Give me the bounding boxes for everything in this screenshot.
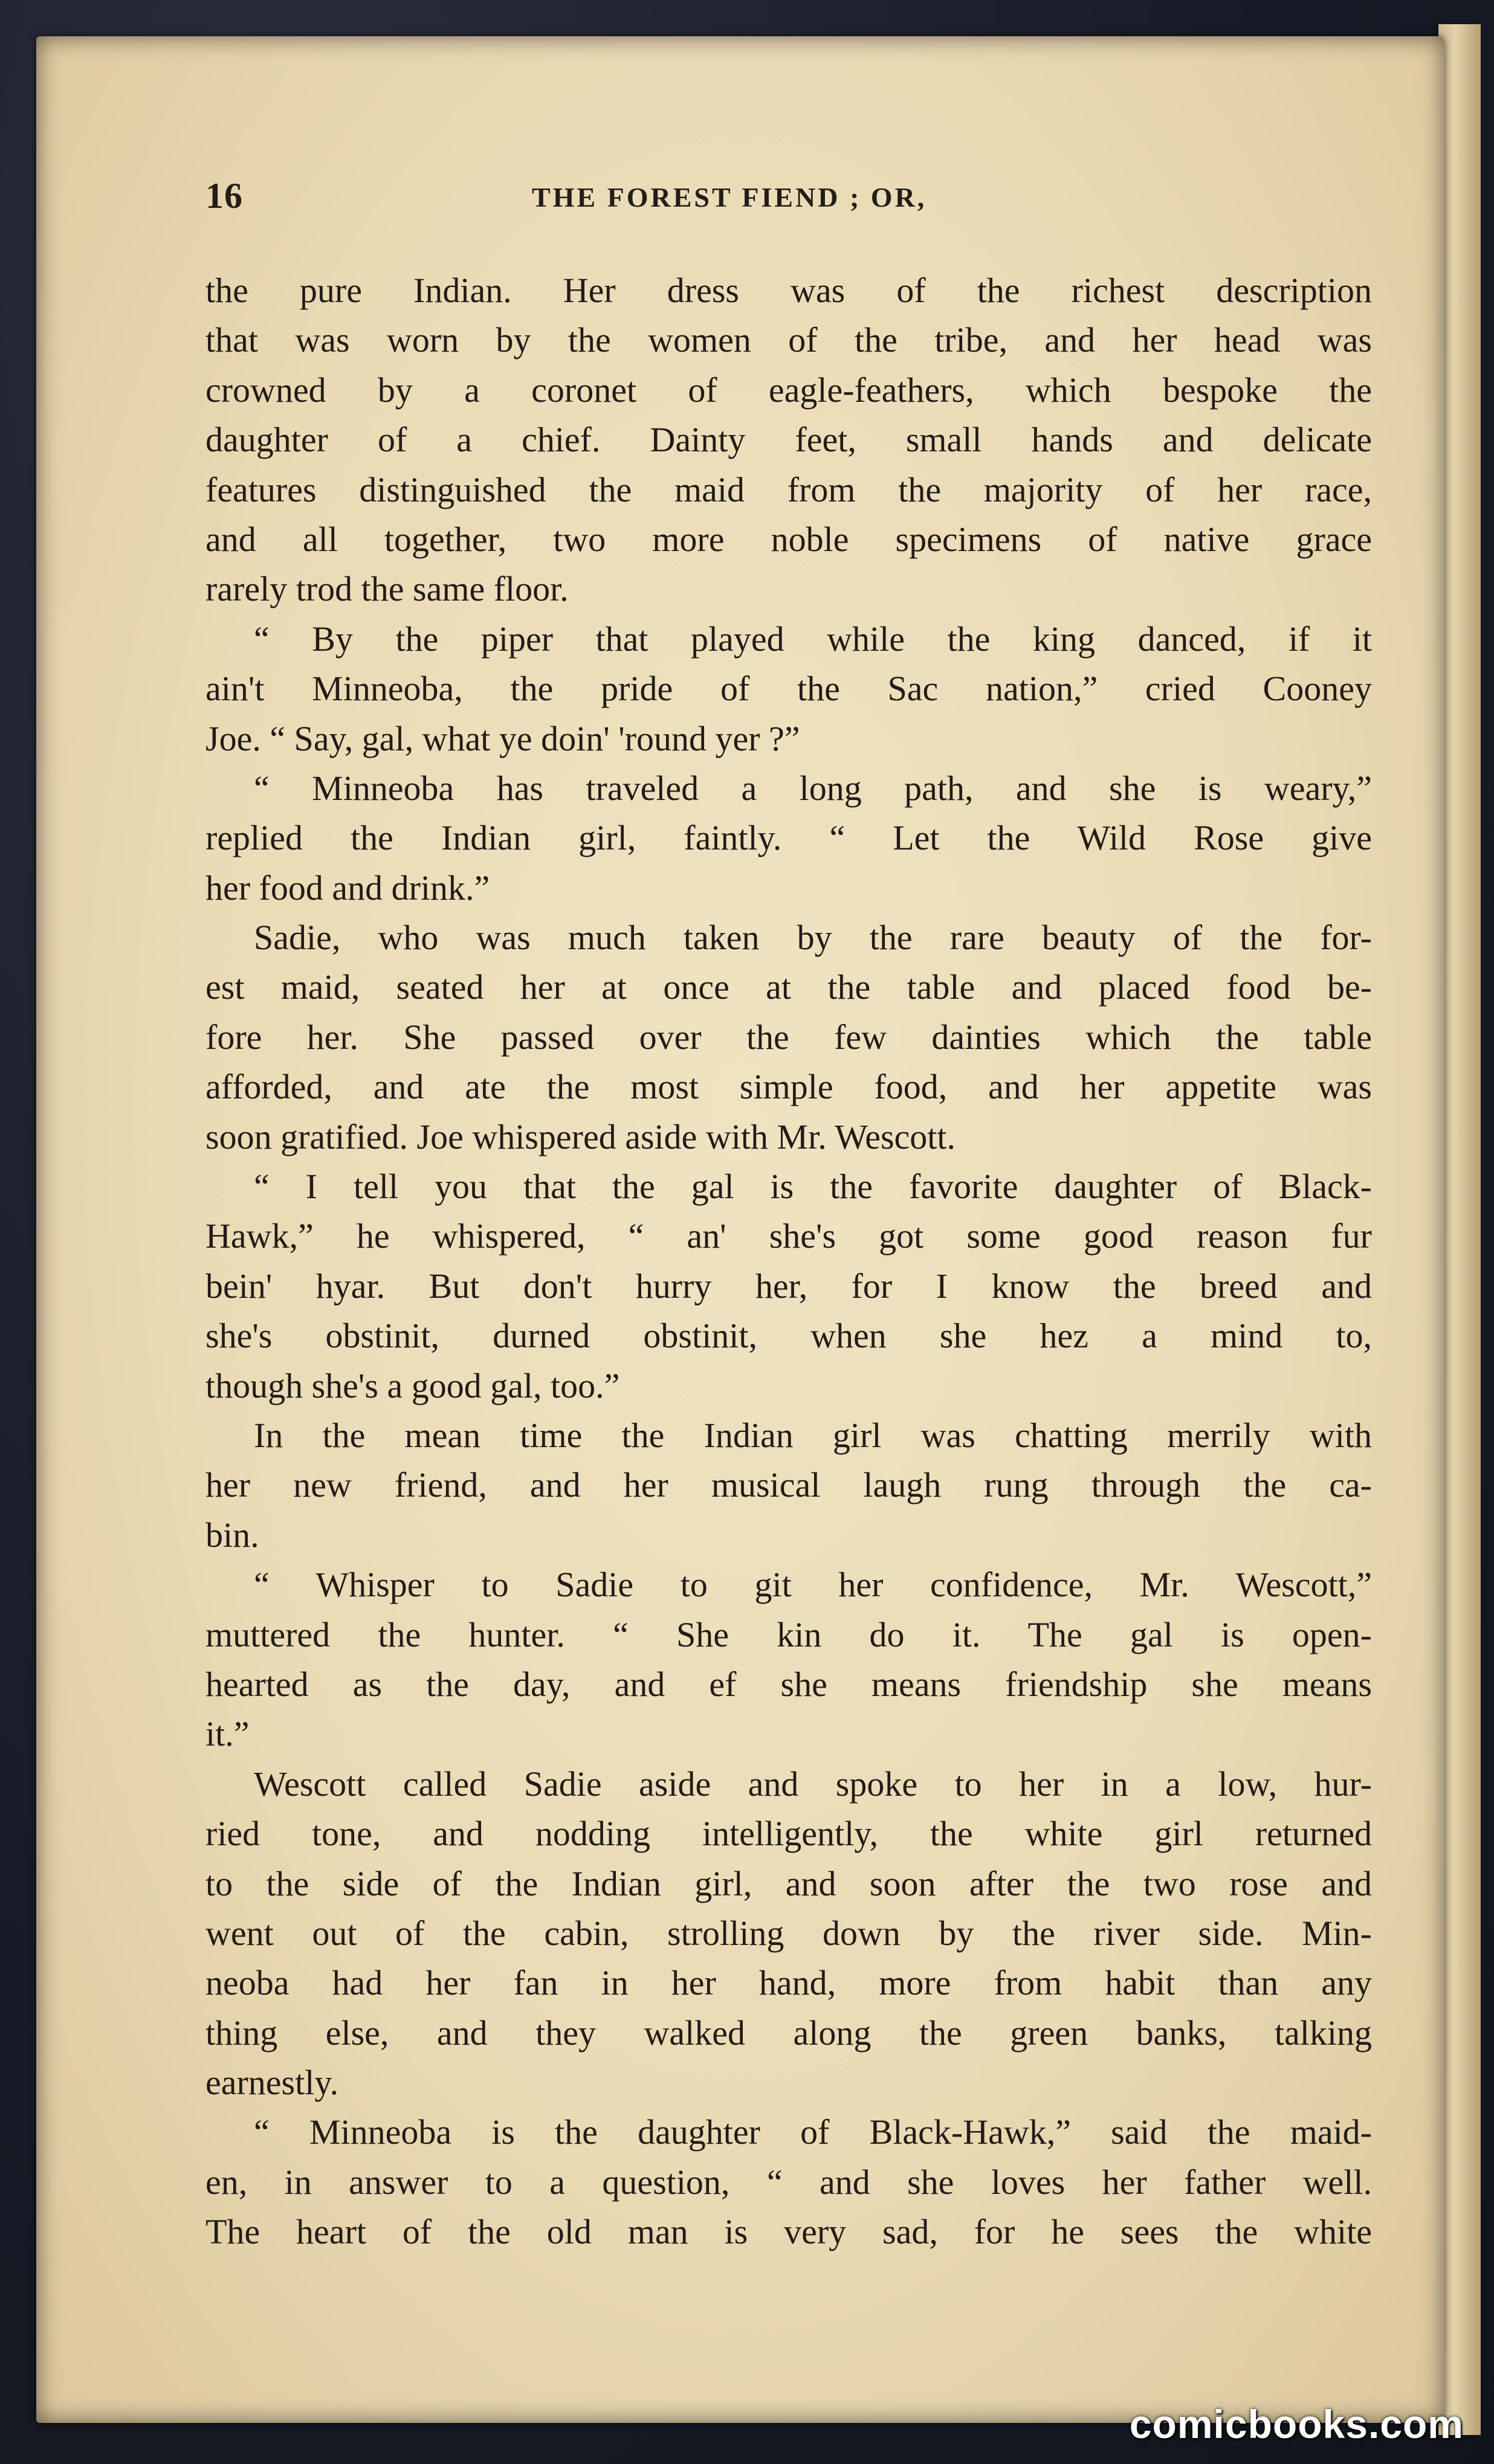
text-line: Hawk,” he whispered, “ an' she's got some good reason fur <box>205 1216 1372 1256</box>
page-edge <box>1438 24 1481 2435</box>
text-line: “ By the piper that played while the king danced, if it <box>254 619 1372 659</box>
watermark: comicbooks.com <box>1129 2402 1464 2446</box>
text-line: she's obstinit, durned obstinit, when she hez a mind to, <box>205 1316 1372 1356</box>
page-number: 16 <box>205 176 243 216</box>
text-line: and all together, two more noble specimens of native grace <box>205 519 1372 559</box>
text-line: her food and drink.” <box>205 868 490 908</box>
text-line: her new friend, and her musical laugh rung through the ca- <box>205 1465 1372 1505</box>
text-line: In the mean time the Indian girl was chatting merrily with <box>254 1415 1372 1455</box>
text-line: Sadie, who was much taken by the rare beauty of the for- <box>254 918 1372 958</box>
text-line: rarely trod the same floor. <box>205 569 569 609</box>
text-line: afforded, and ate the most simple food, and her appetite was <box>205 1067 1372 1107</box>
text-line: bin. <box>205 1515 259 1555</box>
text-line: en, in answer to a question, “ and she loves her father well. <box>205 2162 1372 2202</box>
text-line: est maid, seated her at once at the table and placed food be- <box>205 967 1372 1007</box>
text-line: “ Minneoba is the daughter of Black-Hawk,” said the maid- <box>254 2112 1372 2152</box>
text-line: “ Whisper to Sadie to git her confidence, Mr. Wescott,” <box>254 1565 1372 1605</box>
text-line: that was worn by the women of the tribe, and her head was <box>205 320 1372 360</box>
text-line: though she's a good gal, too.” <box>205 1366 620 1405</box>
text-line: fore her. She passed over the few dainties which the table <box>205 1017 1372 1057</box>
text-line: it.” <box>205 1714 250 1754</box>
text-line: “ I tell you that the gal is the favorite daughter of Black- <box>254 1167 1372 1207</box>
text-line: ain't Minneoba, the pride of the Sac nation,” cried Cooney <box>205 669 1372 709</box>
text-line: ried tone, and nodding intelligently, the white girl returned <box>205 1814 1372 1854</box>
running-title: THE FOREST FIEND ; OR, <box>532 182 927 213</box>
text-line: bein' hyar. But don't hurry her, for I know the breed and <box>205 1266 1372 1306</box>
text-line: to the side of the Indian girl, and soon after the two rose and <box>205 1863 1372 1903</box>
text-line: Wescott called Sadie aside and spoke to her in a low, hur- <box>254 1764 1372 1804</box>
text-line: crowned by a coronet of eagle-feathers, which bespoke the <box>205 370 1372 410</box>
text-line: neoba had her fan in her hand, more from habit than any <box>205 1963 1372 2003</box>
text-line: features distinguished the maid from the majority of her race, <box>205 469 1372 509</box>
text-line: replied the Indian girl, faintly. “ Let the Wild Rose give <box>205 818 1372 858</box>
text-line: went out of the cabin, strolling down by the river side. Min- <box>205 1913 1372 1953</box>
text-line: hearted as the day, and ef she means friendship she means <box>205 1664 1372 1704</box>
text-line: The heart of the old man is very sad, for he sees the white <box>205 2212 1372 2252</box>
text-line: muttered the hunter. “ She kin do it. The gal is open- <box>205 1614 1372 1654</box>
text-line: soon gratified. Joe whispered aside with Mr. Wescott. <box>205 1117 956 1156</box>
text-line: “ Minneoba has traveled a long path, and she is weary,” <box>254 768 1372 808</box>
body-text <box>205 266 1372 2257</box>
text-line: daughter of a chief. Dainty feet, small hands and delicate <box>205 420 1372 460</box>
text-line: the pure Indian. Her dress was of the richest description <box>205 271 1372 310</box>
text-line: Joe. “ Say, gal, what ye doin' 'round yer ?” <box>205 718 800 758</box>
page-header <box>205 175 1372 224</box>
text-line: thing else, and they walked along the green banks, talking <box>205 2013 1372 2053</box>
text-line: earnestly. <box>205 2063 339 2103</box>
